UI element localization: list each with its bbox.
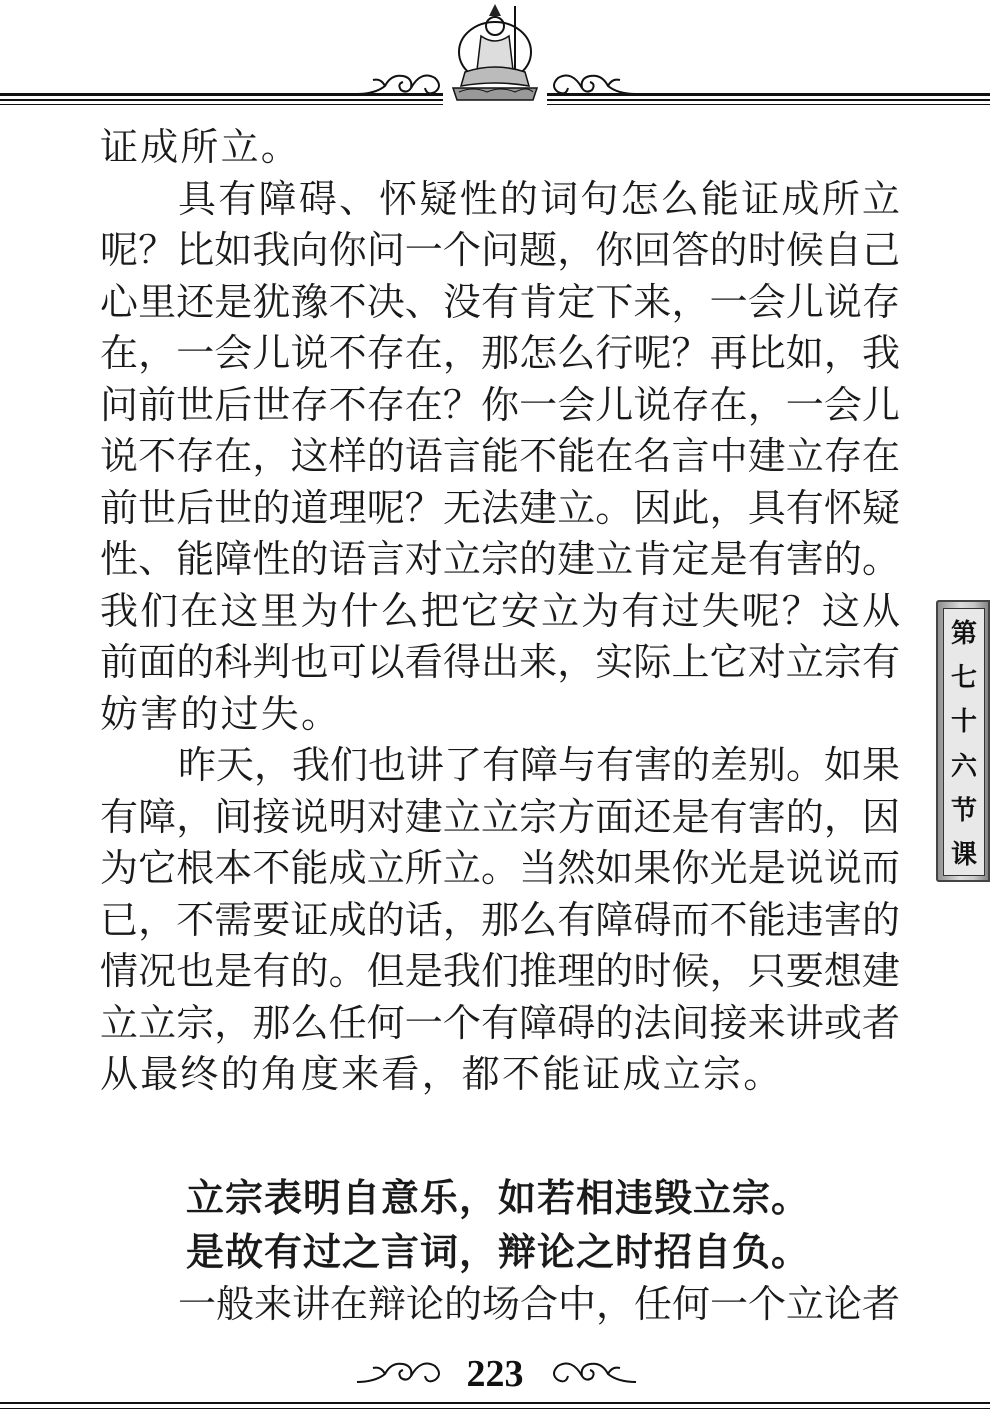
- deity-figure-icon: [443, 0, 547, 110]
- chapter-char: 十: [950, 707, 977, 738]
- chapter-char: 第: [950, 618, 977, 649]
- chapter-char: 七: [950, 662, 977, 693]
- text-line: 为它根本不能成立所立。当然如果你光是说说而: [100, 846, 900, 890]
- verse-line: 是故有过之言词，辩论之时招自负。: [186, 1229, 811, 1274]
- page-header: [0, 0, 990, 112]
- text-line: 在，一会儿说不存在，那怎么行呢？再比如，我: [100, 331, 900, 375]
- text-line: 呢？比如我向你问一个问题，你回答的时候自己: [100, 228, 900, 272]
- text-line: 问前世后世存不存在？你一会儿说存在，一会儿: [100, 382, 900, 427]
- cloud-ornament-icon: [548, 1352, 638, 1388]
- text-line: 前世后世的道理呢？无法建立。因此，具有怀疑: [100, 485, 900, 530]
- text-line: 性、能障性的语言对立宗的建立肯定是有害的。: [100, 537, 900, 581]
- footer-rule: [0, 1408, 990, 1409]
- page-footer: [0, 1340, 990, 1426]
- chapter-char: 六: [950, 751, 977, 782]
- cloud-ornament-icon: [548, 64, 638, 100]
- text-line: 前面的科判也可以看得出来，实际上它对立宗有: [100, 640, 900, 684]
- text-line: 立立宗，那么任何一个有障碍的法间接来讲或者: [100, 1000, 900, 1045]
- text-line: 一般来讲在辩论的场合中，任何一个立论者: [178, 1281, 901, 1326]
- chapter-char: 课: [950, 840, 977, 871]
- text-line: 有障，间接说明对建立立宗方面还是有害的，因: [100, 794, 900, 839]
- text-line: 我们在这里为什么把它安立为有过失呢？这从: [100, 588, 900, 633]
- text-line: 妨害的过失。: [100, 691, 342, 736]
- page-number: 223: [466, 1353, 524, 1395]
- chapter-char: 节: [950, 795, 977, 826]
- text-line: 昨天，我们也讲了有障与有害的差别。如果: [178, 743, 901, 787]
- text-line: 已，不需要证成的话，那么有障碍而不能违害的: [100, 897, 900, 942]
- text-line: 情况也是有的。但是我们推理的时候，只要想建: [100, 949, 900, 993]
- verse-line: 立宗表明自意乐，如若相违毁立宗。: [186, 1175, 811, 1220]
- body-text: [100, 122, 900, 1330]
- text-line: 心里还是犹豫不决、没有肯定下来，一会儿说存: [100, 279, 900, 324]
- text-line: 说不存在，这样的语言能不能在名言中建立存在: [100, 434, 900, 478]
- text-line: 从最终的角度来看，都不能证成立宗。: [100, 1052, 784, 1096]
- cloud-ornament-icon: [355, 64, 445, 100]
- footer-rule: [0, 1402, 990, 1404]
- text-line: 具有障碍、怀疑性的词句怎么能证成所立: [178, 176, 900, 221]
- text-line: 证成所立。: [100, 125, 302, 169]
- cloud-ornament-icon: [355, 1352, 445, 1388]
- chapter-side-tab: [936, 600, 990, 882]
- chapter-label: [943, 608, 985, 876]
